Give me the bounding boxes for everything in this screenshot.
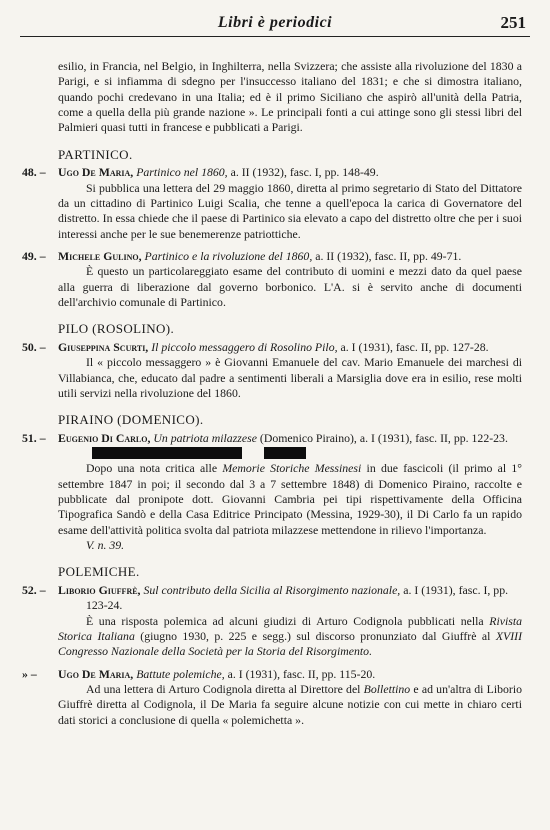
entry-citation — [58, 582, 522, 614]
entry-title: Partinico e la rivoluzione del 1860, — [144, 248, 313, 263]
redaction-bar — [92, 447, 242, 459]
entry-details: a. II (1932), fasc. II, pp. 49-71. — [315, 248, 462, 263]
description-text: È una risposta polemica ad alcuni giudizi di Arturo Codignola pubblicati nella — [86, 613, 484, 628]
entry-title: Il piccolo messaggero di Rosolino Pilo, — [151, 339, 338, 354]
entry-citation — [58, 430, 522, 462]
description-text: (giugno 1930, p. 225 e segg.) sul discorso pronunziato dal Giuffrè al — [140, 628, 491, 643]
description-text: e ad un'altra di Liborio Giuffrè diretta al Codignola, il De Maria fa seguire alcune notizie con cui mette in chiaro certi dati storici a conclusione di quella « polemichetta ». — [58, 682, 523, 727]
entry-number: 48. – — [22, 165, 46, 180]
entry-number: » – — [22, 666, 37, 681]
page-number: 251 — [500, 13, 526, 32]
description-text: Dopo una nota critica alle — [86, 461, 218, 476]
cross-reference-note: V. n. 39. — [86, 538, 125, 553]
entry-author: Michele Gulino, — [58, 248, 142, 263]
running-header — [20, 10, 530, 37]
running-title: Libri è periodici — [217, 14, 333, 31]
entry-description — [58, 614, 522, 660]
section-heading-partinico: PARTINICO. — [58, 146, 133, 162]
entry-description — [58, 682, 522, 728]
entry-details: (Domenico Piraino), a. I (1931), fasc. II, pp. 122-23. — [259, 430, 508, 445]
cited-work-title: Memorie Storiche Messinesi — [222, 461, 362, 476]
section-heading-piraino: PIRAINO (DOMENICO). — [58, 412, 204, 428]
entry-number: 52. – — [22, 582, 46, 597]
entry-description — [58, 461, 522, 538]
entry-details: a. I (1931), fasc. II, pp. 127-28. — [340, 339, 489, 354]
entry-author: Eugenio Di Carlo, — [58, 430, 151, 445]
entry-description: È questo un particolareggiato esame del contributo di uomini e mezzi dato da quel paese alla guerra di liberazione dal governo borbonico. L'A. si è servito anche di documenti dell'archivio comunale di Partinico. — [58, 264, 522, 309]
entry-details: a. I (1931), fasc. I, pp. 123-24. — [86, 582, 509, 613]
entry-description: Il « piccolo messaggero » è Giovanni Emanuele del cav. Mario Emanuele dei marchesi di Villabianca, che, educato dal padre a sentimenti liberali a Marsiglia dove era in esilio, rese molti utili servizi nella rivoluzione del 1860. — [58, 355, 522, 400]
entry-number: 51. – — [22, 430, 46, 445]
entry-48 — [22, 165, 522, 242]
entry-details: a. II (1932), fasc. I, pp. 148-49. — [230, 165, 379, 180]
entry-author: Ugo De Maria, — [58, 666, 134, 681]
cited-work-title: Bollettino — [363, 682, 411, 696]
entry-author: Ugo De Maria, — [58, 165, 134, 180]
entry-author: Liborio Giuffrè, — [58, 582, 141, 597]
entry-details: a. I (1931), fasc. II, pp. 115-20. — [227, 666, 376, 681]
entry-number: 49. – — [22, 248, 46, 263]
cited-work-title: XVIII Congresso Nazionale della Società per la Storia del Risorgimento. — [58, 628, 523, 659]
description-text: Ad una lettera di Arturo Codignola diretta al Direttore del — [86, 682, 361, 696]
description-text: in due fascicoli (il primo al 1° settembre 1847 in poi; il secondo dal 3 a 7 settembre 1848) di Domenico Piraino, raccolte e pubblicate dal pronipote dott. Giovanni Cambria pei tipi rispettivamente della Officina Tipografica Sandò e della Casa Editrice Principato (Messina, 1929-30), il Di Carlo fa un rapido esame dell'attività politica svolta dal patriota milazzese mettendone in rilievo l'importanza. — [58, 461, 523, 537]
entry-title: Sul contributo della Sicilia al Risorgimento nazionale, — [143, 582, 401, 597]
entry-number: 50. – — [22, 339, 46, 354]
entry-title: Battute polemiche, — [136, 666, 225, 681]
entry-49 — [22, 249, 522, 310]
intro-paragraph: esilio, in Francia, nel Belgio, in Inghilterra, nella Svizzera; che assiste alla rivoluzione del 1830 a Parigi, e si infiamma di sdegno per l'insuccesso italiano del 1831; e che si dimostra italiano, quando pochi credevano in una Italia; ed è il primo Siciliano che aspirò all'unità della Patria, come a quella della più grande nazione ». Le principali fonti a cui attinge sono gli stessi libri del Palmieri quasi tutti in francese e pubblicati a Parigi. — [58, 59, 522, 135]
entry-citation — [58, 165, 522, 180]
entry-52-bis — [22, 667, 522, 728]
entry-52 — [22, 583, 522, 660]
redaction-bar — [264, 447, 306, 459]
entry-50 — [22, 340, 522, 401]
entry-citation — [58, 248, 522, 264]
entry-description: Si pubblica una lettera del 29 maggio 1860, diretta al primo segretario di Stato del Dittatore da un cittadino di Partinico Luigi Scalia, che tenne a quell'epoca la carica di Governatore del distretto. In essa chiede che il paese di Partinico sia elevato a capo del distretto oltre che per i suoi interessi anche per le sue benemerenze patriottiche. — [58, 180, 522, 241]
entry-citation — [58, 339, 522, 355]
entry-citation — [58, 666, 522, 682]
page-body — [22, 59, 522, 728]
cited-work-title: Rivista Storica Italiana — [58, 613, 522, 643]
entry-51 — [22, 431, 522, 554]
section-heading-polemiche: POLEMICHE. — [58, 564, 140, 580]
section-heading-pilo: PILO (ROSOLINO). — [58, 321, 175, 337]
entry-title: Partinico nel 1860, — [136, 165, 228, 180]
entry-title: Un patriota milazzese — [153, 430, 257, 445]
entry-author: Giuseppina Scurti, — [58, 339, 149, 354]
